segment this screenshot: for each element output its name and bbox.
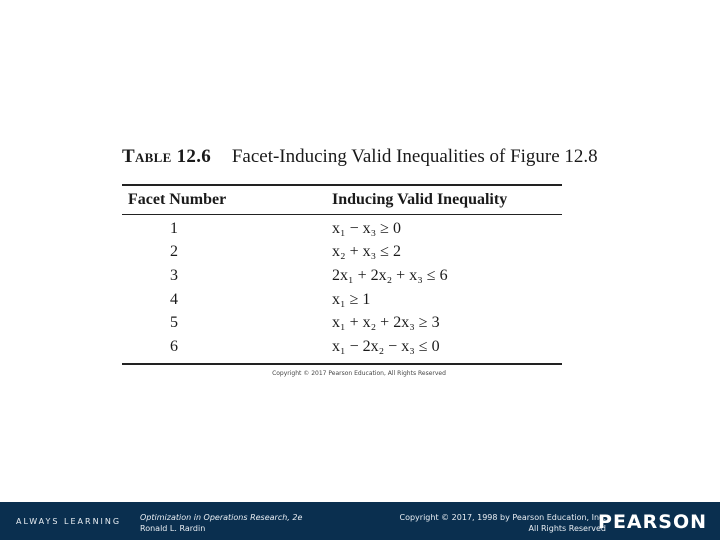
table-body xyxy=(122,215,562,363)
table-row xyxy=(122,311,562,335)
table-row xyxy=(122,264,562,288)
table-row xyxy=(122,288,562,312)
facet-number-cell: 6 xyxy=(170,337,178,355)
facet-number-cell: 3 xyxy=(170,266,178,284)
facet-number-cell: 1 xyxy=(170,219,178,237)
table-header-row xyxy=(122,186,562,215)
facet-number-cell: 4 xyxy=(170,290,178,308)
inequality-cell: 2x₁ + 2x₂ + x₃ ≤ 6 xyxy=(332,266,448,284)
footer-tagline: ALWAYS LEARNING xyxy=(16,517,122,526)
footer-book-author: Ronald L. Rardin xyxy=(140,524,206,533)
table-copyright-note: Copyright © 2017 Pearson Education, All Rights Reserved xyxy=(272,370,446,377)
inequality-cell: x₂ + x₃ ≤ 2 xyxy=(332,243,401,261)
facet-table xyxy=(122,184,562,365)
facet-number-cell: 5 xyxy=(170,314,178,332)
footer-copyright xyxy=(400,512,607,534)
footer-book-title: Optimization in Operations Research, 2e xyxy=(140,513,303,522)
footer-bar xyxy=(0,502,720,540)
header-facet-number: Facet Number xyxy=(128,191,227,208)
inequality-cell: x₁ − 2x₂ − x₃ ≤ 0 xyxy=(332,337,440,355)
table-title: Facet-Inducing Valid Inequalities of Figure 12.8 xyxy=(231,146,598,167)
inequality-cell: x₁ ≥ 1 xyxy=(332,290,371,308)
footer-copyright-line2: All Rights Reserved xyxy=(528,524,606,533)
inequality-cell: x₁ + x₂ + 2x₃ ≥ 3 xyxy=(332,314,440,332)
facet-number-cell: 2 xyxy=(170,243,178,261)
header-inducing-inequality: Inducing Valid Inequality xyxy=(332,191,508,208)
footer-book-info xyxy=(140,512,302,534)
table-label: Table 12.6 xyxy=(122,146,212,167)
table-row xyxy=(122,241,562,265)
table-row xyxy=(122,335,562,359)
pearson-logo: PEARSON xyxy=(598,511,707,533)
table-row xyxy=(122,217,562,241)
footer-copyright-line1: Copyright © 2017, 1998 by Pearson Education, Inc. xyxy=(399,513,606,522)
inequality-cell: x₁ − x₃ ≥ 0 xyxy=(332,219,401,237)
table-caption xyxy=(122,146,602,168)
